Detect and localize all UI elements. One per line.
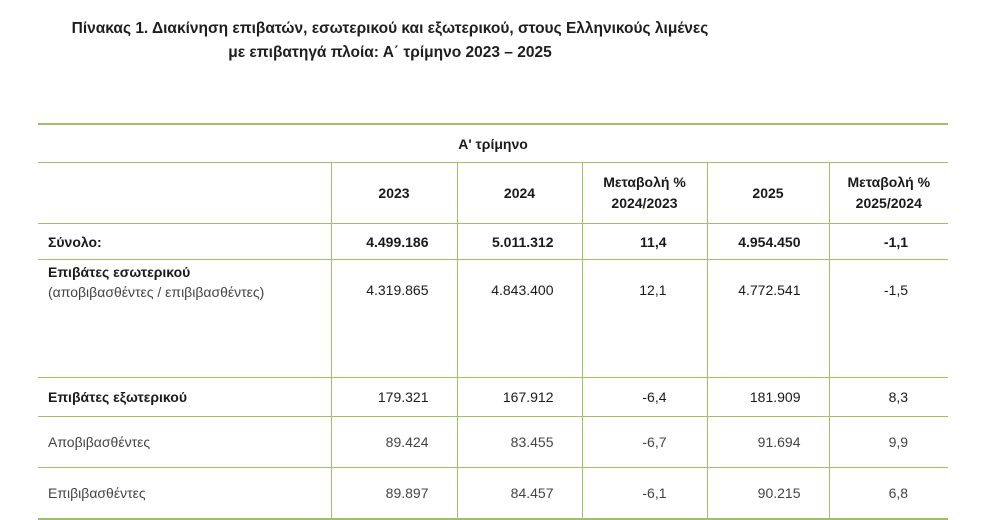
row-label: Σύνολο: <box>38 224 331 260</box>
cell-change-2025-2024: -1,1 <box>829 224 948 260</box>
cell-2024: 84.457 <box>457 468 582 520</box>
cell-2025: 181.909 <box>707 378 829 417</box>
cell-2024: 4.843.400 <box>457 260 582 378</box>
column-header-row <box>38 163 948 224</box>
row-label: Επιβάτες εξωτερικού <box>38 378 331 417</box>
cell-2023: 89.897 <box>331 468 457 520</box>
cell-2023: 4.319.865 <box>331 260 457 378</box>
cell-2023: 4.499.186 <box>331 224 457 260</box>
cell-change-2024-2023: -6,1 <box>582 468 707 520</box>
cell-2025: 4.954.450 <box>707 224 829 260</box>
cell-change-2025-2024: -1,5 <box>829 260 948 378</box>
quarter-header: Α' τρίμηνο <box>38 124 948 163</box>
cell-change-2024-2023: 11,4 <box>582 224 707 260</box>
cell-change-2024-2023: -6,4 <box>582 378 707 417</box>
header-change-2025-2024 <box>829 163 948 224</box>
cell-2025: 90.215 <box>707 468 829 520</box>
header-2025: 2025 <box>707 163 829 224</box>
table-row-domestic <box>38 260 948 378</box>
table-title-line-1: Πίνακας 1. Διακίνηση επιβατών, εσωτερικού και εξωτερικού, στους Ελληνικούς λιμένες <box>71 20 709 37</box>
table-row-total <box>38 224 948 260</box>
cell-change-2025-2024: 6,8 <box>829 468 948 520</box>
header-change-2025-2024-line2: 2025/2024 <box>855 195 922 211</box>
row-sublabel: (αποβιβασθέντες / επιβιβασθέντες) <box>48 284 265 300</box>
cell-2024: 83.455 <box>457 417 582 468</box>
header-empty-cell <box>38 163 331 224</box>
cell-change-2025-2024: 9,9 <box>829 417 948 468</box>
cell-change-2024-2023: 12,1 <box>582 260 707 378</box>
table-title-line-2: με επιβατηγά πλοία: Α΄ τρίμηνο 2023 – 2025 <box>228 44 552 61</box>
table-title <box>0 17 780 65</box>
cell-change-2025-2024: 8,3 <box>829 378 948 417</box>
row-label: Επιβιβασθέντες <box>38 468 331 520</box>
table-row-embarked <box>38 468 948 520</box>
passenger-traffic-table <box>38 123 948 520</box>
cell-change-2024-2023: -6,7 <box>582 417 707 468</box>
quarter-header-row <box>38 124 948 163</box>
header-change-2024-2023 <box>582 163 707 224</box>
cell-2024: 167.912 <box>457 378 582 417</box>
cell-2025: 91.694 <box>707 417 829 468</box>
header-2024: 2024 <box>457 163 582 224</box>
cell-2025: 4.772.541 <box>707 260 829 378</box>
row-label: Αποβιβασθέντες <box>38 417 331 468</box>
table-row-foreign <box>38 378 948 417</box>
cell-2023: 179.321 <box>331 378 457 417</box>
header-change-2025-2024-line1: Μεταβολή % <box>847 174 931 190</box>
header-2023: 2023 <box>331 163 457 224</box>
cell-2024: 5.011.312 <box>457 224 582 260</box>
header-change-2024-2023-line1: Μεταβολή % <box>603 174 686 190</box>
row-label: Επιβάτες εσωτερικού <box>48 264 191 280</box>
table-row-disembarked <box>38 417 948 468</box>
header-change-2024-2023-line2: 2024/2023 <box>611 195 678 211</box>
cell-2023: 89.424 <box>331 417 457 468</box>
row-label-cell <box>38 260 331 378</box>
